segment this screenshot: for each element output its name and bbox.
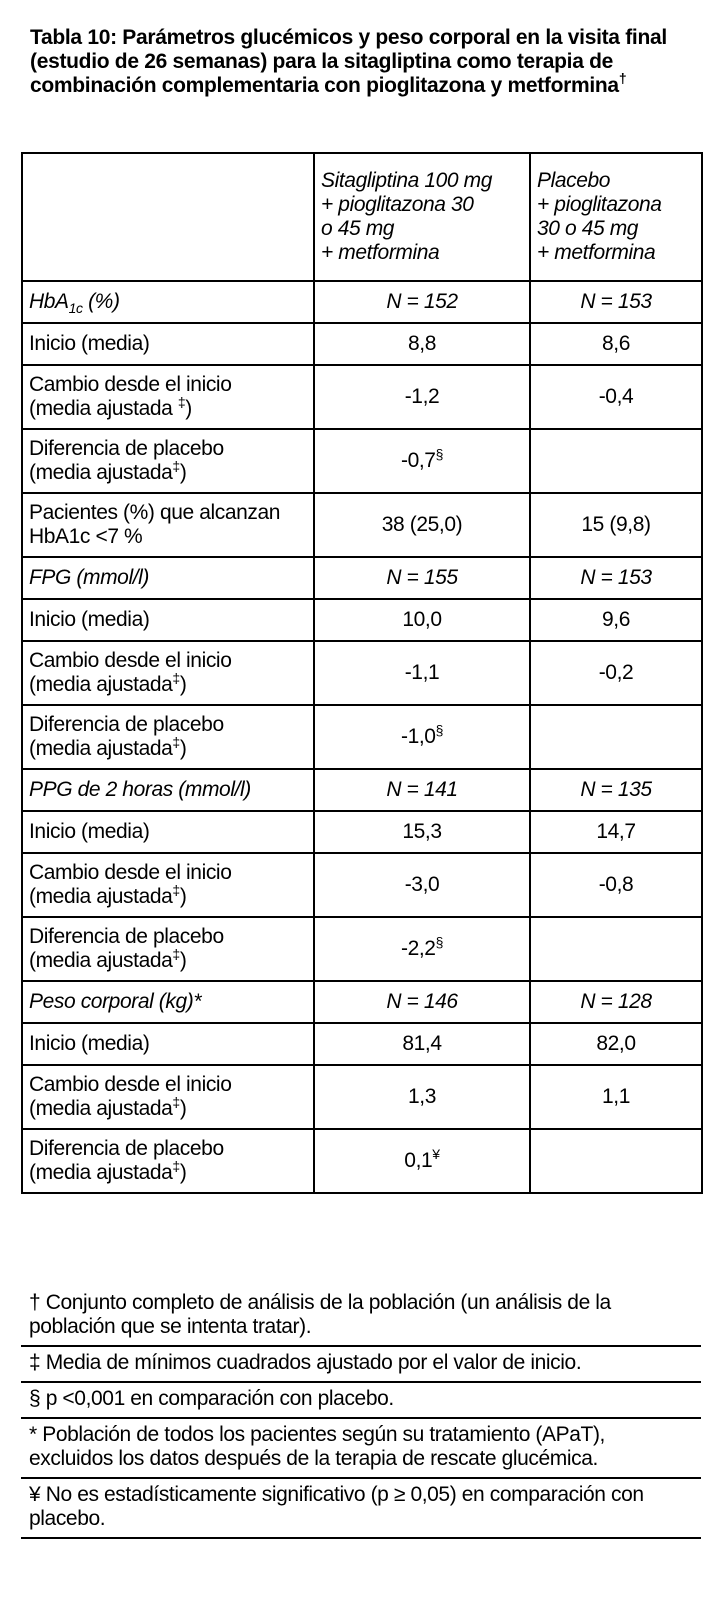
value-sitagliptina xyxy=(314,1129,530,1193)
row-label-close: ) xyxy=(179,949,187,972)
section-header-row xyxy=(22,769,702,811)
row-label-footnote-mark: ‡ xyxy=(172,734,180,750)
table-row xyxy=(22,599,702,641)
row-label xyxy=(22,917,314,981)
value-sitagliptina xyxy=(314,917,530,981)
section-label-text: Peso corporal (kg)* xyxy=(29,990,202,1013)
results-table xyxy=(21,152,703,1194)
section-n-placebo: N = 153 xyxy=(530,557,702,599)
row-label-text: (media ajustada xyxy=(29,461,173,484)
value-text: 8,8 xyxy=(408,332,436,355)
header-row xyxy=(22,153,702,281)
row-label-close: ) xyxy=(179,1097,187,1120)
table-row xyxy=(22,853,702,917)
header-cell-placebo xyxy=(530,153,702,281)
value-text: 1,3 xyxy=(408,1085,436,1108)
row-label-text: HbA1c <7 % xyxy=(29,525,143,548)
row-label-line: Cambio desde el inicio xyxy=(29,373,232,396)
row-label-close: ) xyxy=(179,737,187,760)
value-footnote-mark: § xyxy=(435,446,443,462)
row-label xyxy=(22,641,314,705)
row-label-footnote-mark: ‡ xyxy=(172,946,180,962)
table-row xyxy=(22,493,702,557)
value-sitagliptina xyxy=(314,1065,530,1129)
row-label xyxy=(22,853,314,917)
value-placebo: 8,6 xyxy=(530,323,702,365)
value-sitagliptina xyxy=(314,365,530,429)
row-label-footnote-mark: ‡ xyxy=(172,1158,180,1174)
value-footnote-mark: § xyxy=(435,722,443,738)
value-text: 0,1 xyxy=(404,1149,433,1172)
row-label xyxy=(22,1129,314,1193)
table-title-mark: † xyxy=(618,70,627,86)
value-placebo: 1,1 xyxy=(530,1065,702,1129)
row-label-close: ) xyxy=(179,1161,187,1184)
row-label-text: (media ajustada xyxy=(29,673,173,696)
row-label-line xyxy=(29,670,307,697)
row-label-line: Diferencia de placebo xyxy=(29,925,224,948)
table-title-text: Tabla 10: Parámetros glucémicos y peso corporal en la visita final (estudio de 26 semanas) para la sitagliptina como terapia de combinación complementaria con pioglitazona y metformina xyxy=(30,26,667,97)
row-label-text: (media ajustada xyxy=(29,1097,173,1120)
row-label-line xyxy=(29,1158,307,1185)
row-label-footnote-mark: ‡ xyxy=(172,882,180,898)
row-label-footnote-mark: ‡ xyxy=(172,1094,180,1110)
value-sitagliptina xyxy=(314,323,530,365)
row-label-text: (media ajustada xyxy=(29,949,173,972)
value-sitagliptina xyxy=(314,429,530,493)
section-label-text: PPG de 2 horas (mmol/l) xyxy=(29,778,251,801)
table-row xyxy=(22,811,702,853)
section-label-subscript: 1c xyxy=(68,300,83,316)
table-row xyxy=(22,705,702,769)
value-placebo xyxy=(530,705,702,769)
row-label xyxy=(22,493,314,557)
section-header-row xyxy=(22,557,702,599)
row-label-text: (media ajustada xyxy=(29,1161,173,1184)
table-row xyxy=(22,917,702,981)
footnote: * Población de todos los pacientes según su tratamiento (APaT), excluidos los datos después de la terapia de rescate glucémica. xyxy=(21,1419,701,1479)
row-label-line: Inicio (media) xyxy=(29,820,150,843)
row-label-line xyxy=(29,734,307,761)
row-label-close: ) xyxy=(179,461,187,484)
section-label xyxy=(22,769,314,811)
section-n-placebo: N = 128 xyxy=(530,981,702,1023)
row-label-line: Diferencia de placebo xyxy=(29,1137,224,1160)
row-label xyxy=(22,365,314,429)
row-label xyxy=(22,323,314,365)
row-label-text: (media ajustada xyxy=(29,885,173,908)
table-row xyxy=(22,1023,702,1065)
header-line: + metformina xyxy=(321,241,440,264)
row-label-line xyxy=(29,525,307,549)
section-n-sitagliptina: N = 155 xyxy=(314,557,530,599)
footnote: ‡ Media de mínimos cuadrados ajustado por el valor de inicio. xyxy=(21,1347,701,1383)
row-label-line: Cambio desde el inicio xyxy=(29,1073,232,1096)
table-row xyxy=(22,365,702,429)
value-placebo: 15 (9,8) xyxy=(530,493,702,557)
row-label-footnote-mark: ‡ xyxy=(172,458,180,474)
section-label-text: HbA xyxy=(29,290,69,313)
row-label xyxy=(22,811,314,853)
table-title xyxy=(30,26,692,98)
section-label-rest: (%) xyxy=(82,290,120,313)
table-row xyxy=(22,1129,702,1193)
section-label xyxy=(22,981,314,1023)
section-label xyxy=(22,557,314,599)
header-line: o 45 mg xyxy=(321,217,395,240)
table-row xyxy=(22,641,702,705)
section-label-text: FPG (mmol/l) xyxy=(29,566,150,589)
header-cell-empty xyxy=(22,153,314,281)
header-line: Placebo xyxy=(537,169,611,192)
footnote: † Conjunto completo de análisis de la población (un análisis de la población que se intenta tratar). xyxy=(21,1285,701,1347)
row-label xyxy=(22,1065,314,1129)
section-n-sitagliptina: N = 141 xyxy=(314,769,530,811)
value-placebo: -0,8 xyxy=(530,853,702,917)
row-label-line: Pacientes (%) que alcanzan xyxy=(29,501,281,524)
value-text: 38 (25,0) xyxy=(381,513,463,536)
section-n-placebo: N = 153 xyxy=(530,281,702,323)
value-footnote-mark: ¥ xyxy=(432,1146,440,1162)
value-placebo: -0,4 xyxy=(530,365,702,429)
section-header-row xyxy=(22,281,702,323)
value-sitagliptina xyxy=(314,641,530,705)
row-label xyxy=(22,1023,314,1065)
row-label-line: Cambio desde el inicio xyxy=(29,861,232,884)
value-sitagliptina xyxy=(314,811,530,853)
value-placebo xyxy=(530,917,702,981)
footnotes xyxy=(21,1285,701,1539)
row-label xyxy=(22,599,314,641)
row-label-line: Cambio desde el inicio xyxy=(29,649,232,672)
row-label-line xyxy=(29,394,307,421)
row-label-footnote-mark: ‡ xyxy=(172,670,180,686)
row-label-close: ) xyxy=(179,885,187,908)
table-row xyxy=(22,323,702,365)
row-label-line: Inicio (media) xyxy=(29,1032,150,1055)
footnote: ¥ No es estadísticamente significativo (p ≥ 0,05) en comparación con placebo. xyxy=(21,1479,701,1539)
row-label-line xyxy=(29,946,307,973)
value-text: -2,2 xyxy=(401,937,436,960)
row-label-line: Inicio (media) xyxy=(29,332,150,355)
row-label-close: ) xyxy=(179,673,187,696)
row-label-line xyxy=(29,1094,307,1121)
value-sitagliptina xyxy=(314,493,530,557)
value-text: -1,1 xyxy=(404,661,440,684)
row-label-line: Inicio (media) xyxy=(29,608,150,631)
header-line: + pioglitazona xyxy=(537,193,662,216)
row-label xyxy=(22,705,314,769)
table-row xyxy=(22,429,702,493)
value-sitagliptina xyxy=(314,1023,530,1065)
header-line: 30 o 45 mg xyxy=(537,217,639,240)
header-line: + pioglitazona 30 xyxy=(321,193,474,216)
row-label xyxy=(22,429,314,493)
section-n-sitagliptina: N = 146 xyxy=(314,981,530,1023)
row-label-text: (media ajustada xyxy=(29,737,173,760)
value-footnote-mark: § xyxy=(435,934,443,950)
row-label-line: Diferencia de placebo xyxy=(29,713,224,736)
value-placebo: 9,6 xyxy=(530,599,702,641)
footnote: § p <0,001 en comparación con placebo. xyxy=(21,1383,701,1419)
value-placebo xyxy=(530,429,702,493)
header-line: Sitagliptina 100 mg xyxy=(321,169,493,192)
value-text: -1,2 xyxy=(404,385,440,408)
value-placebo: 82,0 xyxy=(530,1023,702,1065)
row-label-line: Diferencia de placebo xyxy=(29,437,224,460)
row-label-line xyxy=(29,458,307,485)
value-text: -0,7 xyxy=(401,449,436,472)
value-sitagliptina xyxy=(314,853,530,917)
section-header-row xyxy=(22,981,702,1023)
value-placebo xyxy=(530,1129,702,1193)
value-sitagliptina xyxy=(314,705,530,769)
value-sitagliptina xyxy=(314,599,530,641)
value-text: 10,0 xyxy=(402,608,442,631)
section-n-placebo: N = 135 xyxy=(530,769,702,811)
row-label-line xyxy=(29,882,307,909)
value-text: -1,0 xyxy=(401,725,436,748)
value-text: 81,4 xyxy=(402,1032,442,1055)
value-placebo: 14,7 xyxy=(530,811,702,853)
row-label-text: (media ajustada xyxy=(29,397,178,420)
value-text: -3,0 xyxy=(404,873,440,896)
table-row xyxy=(22,1065,702,1129)
row-label-footnote-mark: ‡ xyxy=(177,394,186,410)
section-n-sitagliptina: N = 152 xyxy=(314,281,530,323)
row-label-close: ) xyxy=(185,397,192,420)
value-text: 15,3 xyxy=(402,820,442,843)
header-cell-sitagliptina xyxy=(314,153,530,281)
value-placebo: -0,2 xyxy=(530,641,702,705)
header-line: + metformina xyxy=(537,241,656,264)
section-label xyxy=(22,281,314,323)
